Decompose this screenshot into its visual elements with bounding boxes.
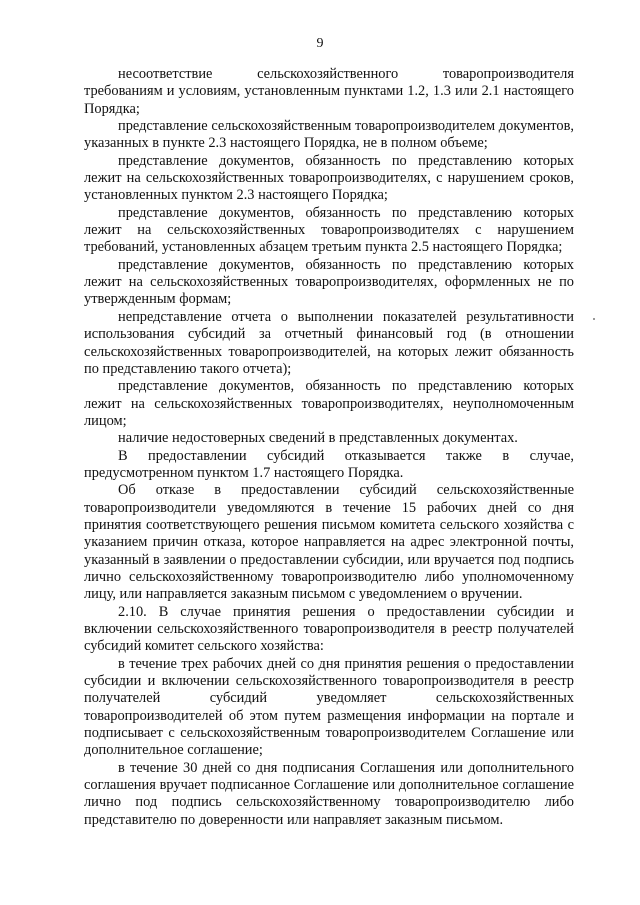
- paragraph: представление документов, обязанность по представлению которых лежит на сельскохозяйственных товаропроизводителях, неуполномоченным лицом;: [84, 378, 574, 429]
- paragraph: представление сельскохозяйственным товаропроизводителем документов, указанных в пункте 2.3 настоящего Порядка, не в полном объеме;: [84, 118, 574, 152]
- scan-speck: [593, 318, 595, 320]
- paragraph: непредставление отчета о выполнении показателей результативности использования субсидий за отчетный финансовый год (в отношении сельскохозяйственных товаропроизводителей, на которых лежит обязанность по представлению такого отчета);: [84, 308, 574, 377]
- paragraph: представление документов, обязанность по представлению которых лежит на сельскохозяйственных товаропроизводителях, оформленных не по утвержденным формам;: [84, 256, 574, 308]
- paragraph: несоответствие сельскохозяйственного товаропроизводителя требованиям и условиям, установленным пунктами 1.2, 1.3 или 2.1 настоящего Порядка;: [84, 66, 574, 117]
- paragraph: В предоставлении субсидий отказывается также в случае, предусмотренном пунктом 1.7 настоящего Порядка.: [84, 447, 574, 481]
- paragraph: 2.10. В случае принятия решения о предоставлении субсидии и включении сельскохозяйственного товаропроизводителя в реестр получателей субсидий комитет сельского хозяйства:: [84, 603, 574, 655]
- paragraph: представление документов, обязанность по представлению которых лежит на сельскохозяйственных товаропроизводителях, с нарушением сроков, установленных пунктом 2.3 настоящего Порядка;: [84, 152, 574, 204]
- paragraph: в течение трех рабочих дней со дня принятия решения о предоставлении субсидии и включении сельскохозяйственного товаропроизводителя в реестр получателей субсидий уведомляет сельскохозяйственных товаропроизводителей об этом путем размещения информации на портале и подписывает с сельскохозяйственным товаропроизводителем Соглашение или дополнительное соглашение;: [84, 655, 574, 759]
- paragraph: наличие недостоверных сведений в представленных документах.: [118, 430, 518, 447]
- page-number: 9: [316, 36, 324, 51]
- paragraph: Об отказе в предоставлении субсидий сельскохозяйственные товаропроизводители уведомляются в течение 15 рабочих дней со дня принятия соответствующего решения письмом комитета сельского хозяйства с указанием причин отказа, которое направляется на адрес электронной почты, указанный в заявлении о предоставлении субсидии, или вручается под подпись лично сельскохозяйственному товаропроизводителю либо уполномоченному лицу, или направляется заказным письмом с уведомлением о вручении.: [84, 482, 574, 603]
- paragraph: представление документов, обязанность по представлению которых лежит на сельскохозяйственных товаропроизводителях с нарушением требований, установленных абзацем третьим пункта 2.5 настоящего Порядка;: [84, 204, 574, 256]
- document-body: [84, 66, 574, 829]
- paragraph: в течение 30 дней со дня подписания Соглашения или дополнительного соглашения вручает подписанное Соглашение или дополнительное соглашение лично под подпись сельскохозяйственному товаропроизводителю либо представителю по доверенности или направляет заказным письмом.: [84, 759, 574, 828]
